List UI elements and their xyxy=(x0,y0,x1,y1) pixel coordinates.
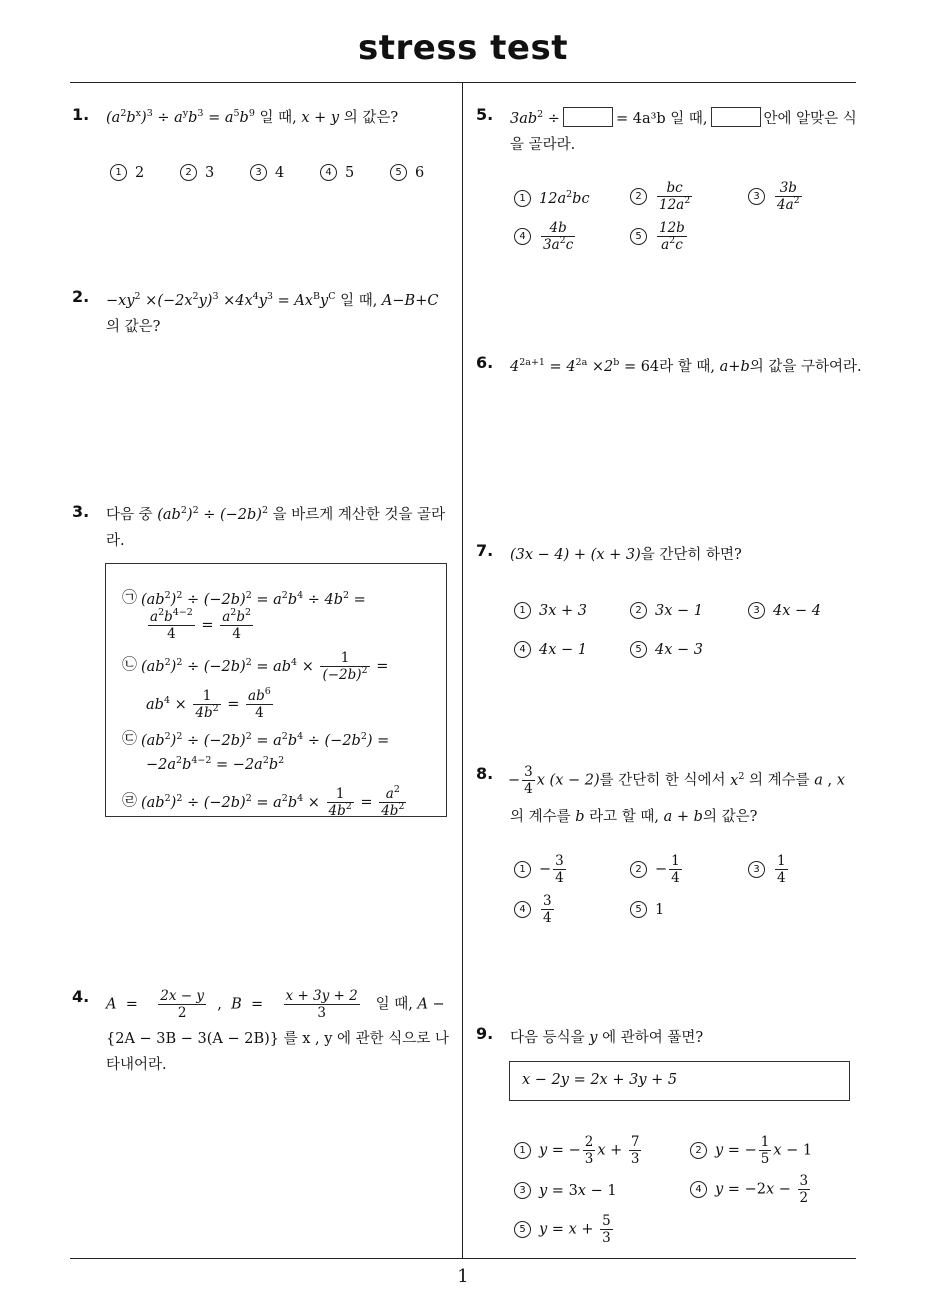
option-1[interactable]: 1 3x + 3 xyxy=(514,602,587,619)
option-5[interactable]: 5 6 xyxy=(390,164,424,181)
choice-4: ㉣ $(ab^2)^2 \div (-2b)^2 = a^2b^4$ × $\frac{1}{4b^2}$ = $\frac{a^2}{4b^2}$ xyxy=(122,784,405,819)
option-3[interactable]: 3 4 xyxy=(250,164,284,181)
question-number: 4. xyxy=(72,987,90,1006)
question-text: 다음 등식을 y 에 관하여 풀면? xyxy=(510,1030,704,1046)
question-number: 2. xyxy=(72,287,90,306)
option-3[interactable]: 3 4x − 4 xyxy=(748,602,821,619)
option-5[interactable]: 5 4x − 3 xyxy=(630,641,703,658)
question-text-2: 라. xyxy=(106,533,125,549)
choice-3: ㉢ $(ab^2)^2 \div (-2b)^2 = a^2b^4 \div (-2b^2)$ = xyxy=(122,729,390,749)
question-text: $3ab^2$ ÷ = 4a³b 일 때, 안에 알맞은 식 xyxy=(510,109,857,127)
choice-3-cont: $-2a^2b^{4-2} = -2a^2b^2$ xyxy=(146,755,285,773)
option-4[interactable]: 4 y = −2x − $\frac{3}{2}$ xyxy=(690,1173,812,1206)
answer-blank[interactable] xyxy=(563,107,613,127)
option-4[interactable]: 4 4x − 1 xyxy=(514,641,587,658)
question-text-3: 타내어라. xyxy=(106,1057,167,1073)
option-2[interactable]: 2 3 xyxy=(180,164,214,181)
option-2[interactable]: 2 3x − 1 xyxy=(630,602,703,619)
bottom-rule xyxy=(70,1258,856,1259)
top-rule xyxy=(70,82,856,83)
question-number: 1. xyxy=(72,105,90,124)
question-text-2: 을 골라라. xyxy=(510,137,576,153)
question-number: 9. xyxy=(476,1024,494,1043)
column-divider xyxy=(462,83,463,1259)
option-4[interactable]: 4 $\frac{3}{4}$ xyxy=(514,893,556,926)
page-title: stress test xyxy=(358,28,568,68)
equation-text: x − 2y = 2x + 3y + 5 xyxy=(522,1072,678,1088)
question-number: 6. xyxy=(476,353,494,372)
question-text: $4^{2a+1} = 4^{2a} \times 2^b = 64$라 할 때, a+b의 값을 구하여라. xyxy=(510,357,862,375)
question-number: 3. xyxy=(72,502,90,521)
question-text-2: 의 계수를 b 라고 할 때, a + b의 값은? xyxy=(510,809,758,825)
question-text: A = $\frac{2x - y}{2}$ , B = $\frac{x + 3y + 2}{3}$ 일 때, A − xyxy=(106,988,445,1021)
option-1[interactable]: 1 y = − $\frac{2}{3}$ x + $\frac{7}{3}$ xyxy=(514,1134,643,1167)
choice-2-cont: $ab^4$ × $\frac{1}{4b^2}$ = $\frac{ab^6}{4}$ xyxy=(146,686,271,721)
question-number: 7. xyxy=(476,541,494,560)
question-text: (3x − 4) + (x + 3)을 간단히 하면? xyxy=(510,547,742,563)
question-text-2: 의 값은? xyxy=(106,319,161,335)
option-4[interactable]: 4 $\frac{4b}{3a^2c}$ xyxy=(514,220,577,253)
question-text: $(a^2b^x)^3 \div a^yb^3 = a^5b^9$ 일 때, x + y 의 값은? xyxy=(106,108,399,126)
page-number: 1 xyxy=(457,1266,469,1287)
option-1[interactable]: 1 − $\frac{3}{4}$ xyxy=(514,853,568,886)
option-3[interactable]: 3 $\frac{1}{4}$ xyxy=(748,853,790,886)
choice-1-cont: $\frac{a^2b^{4-2}}{4}$ = $\frac{a^2b^2}{4}$ xyxy=(150,607,252,642)
option-4[interactable]: 4 5 xyxy=(320,164,354,181)
question-number: 8. xyxy=(476,764,494,783)
question-text: − $\frac{3}{4}$ x (x − 2)를 간단히 한 식에서 $x^2$ 의 계수를 a , x xyxy=(508,764,845,797)
option-5[interactable]: 5 $\frac{12b}{a^2c}$ xyxy=(630,220,689,253)
option-2[interactable]: 2 − $\frac{1}{4}$ xyxy=(630,853,684,886)
choice-2: ㉡ $(ab^2)^2 \div (-2b)^2 = ab^4$ × $\frac{1}{(-2b)^2}$ = xyxy=(122,650,389,683)
question-text-2: {2A − 3B − 3(A − 2B)} 를 x , y 에 관한 식으로 나 xyxy=(106,1031,449,1047)
question-number: 5. xyxy=(476,105,494,124)
question-text: $-xy^2 \times(-2x^2y)^3 \times 4x^4y^3 = Ax^By^C$ 일 때, A−B+C xyxy=(106,291,439,309)
option-1[interactable]: 1 $12a^2bc$ xyxy=(514,190,590,207)
option-2[interactable]: 2 y = − $\frac{1}{5}$ x − 1 xyxy=(690,1134,812,1167)
answer-blank-2[interactable] xyxy=(711,107,761,127)
option-5[interactable]: 5 y = x + $\frac{5}{3}$ xyxy=(514,1213,615,1246)
option-5[interactable]: 5 1 xyxy=(630,901,664,918)
choice-1: ㉠ $(ab^2)^2 \div (-2b)^2 = a^2b^4 \div 4b^2$ = xyxy=(122,588,366,608)
option-2[interactable]: 2 $\frac{bc}{12a^2}$ xyxy=(630,180,694,213)
question-text: 다음 중 $(ab^2)^2 \div (-2b)^2$ 을 바르게 계산한 것을 골라 xyxy=(106,505,446,523)
option-3[interactable]: 3 y = 3x − 1 xyxy=(514,1182,617,1199)
option-3[interactable]: 3 $\frac{3b}{4a^2}$ xyxy=(748,180,804,213)
option-1[interactable]: 1 2 xyxy=(110,164,144,181)
